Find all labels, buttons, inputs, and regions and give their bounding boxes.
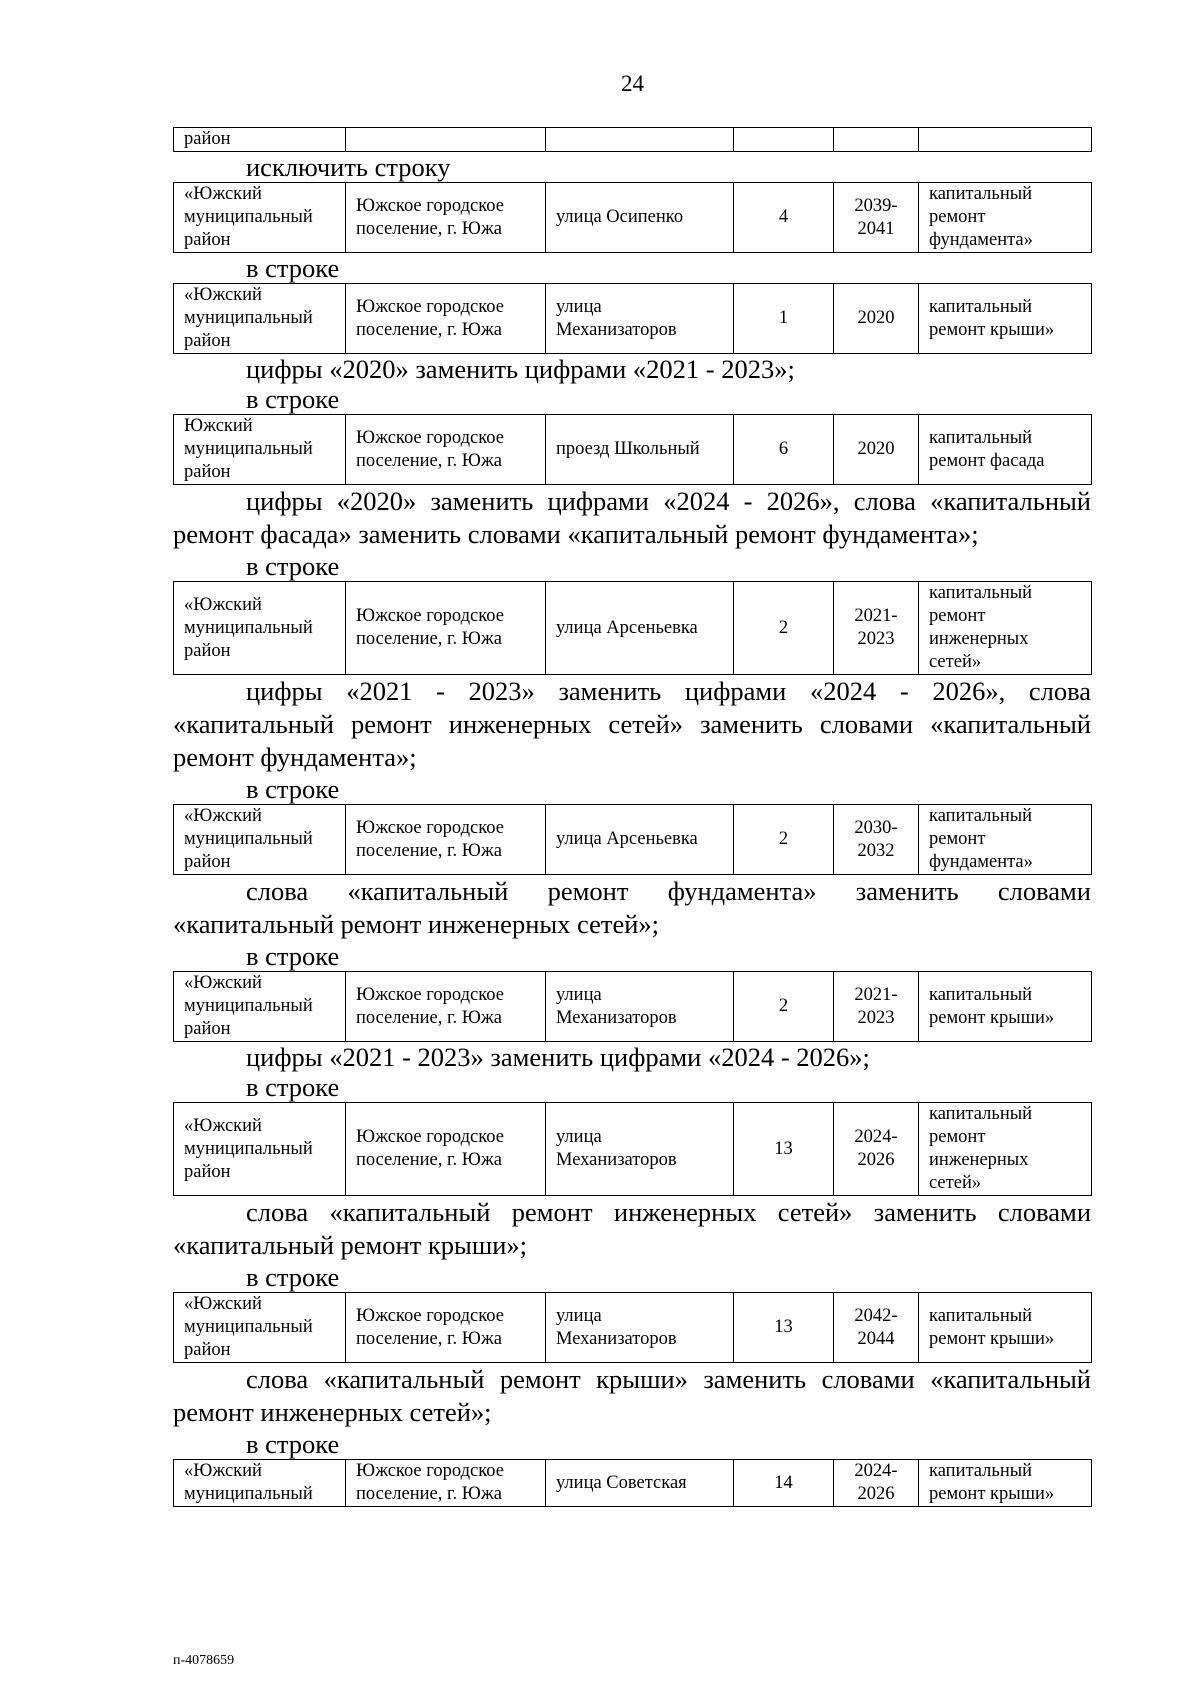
cell-line: 2020 [857, 439, 895, 459]
cell-house-number [734, 1103, 834, 1196]
cell-line: поселение, г. Южа [356, 1150, 502, 1170]
cell-line: капитальный [929, 184, 1033, 204]
cell-line: ремонт [929, 606, 986, 626]
cell-line: ремонт фасада [929, 450, 1045, 471]
amendment-paragraph: цифры «2020» заменить цифрами «2024 - 2026», слова «капитальный ремонт фасада» заменить словами «капитальный ремонт фундамента»; [173, 486, 1091, 549]
amendment-paragraph: цифры «2021 - 2023» заменить цифрами «2024 - 2026», слова «капитальный ремонт инженерных сетей» заменить словами «капитальный ремонт фундамента»; [173, 676, 1091, 772]
cell-work-type [919, 1460, 1092, 1507]
cell-district [174, 1460, 346, 1507]
cell-settlement [346, 1460, 546, 1507]
amendment-instruction: в строке [246, 551, 340, 581]
program-table-row [173, 971, 1092, 1042]
cell-street [546, 805, 734, 875]
cell-line: муниципальный [184, 439, 313, 459]
amendment-instruction: в строке [246, 1072, 340, 1102]
cell-house-number [734, 805, 834, 875]
cell-line: муниципальный [184, 617, 313, 638]
cell-line: 2021- [854, 606, 898, 626]
cell-work-type [919, 128, 1092, 152]
cell-line: 2024- [854, 1127, 898, 1147]
cell-street [546, 284, 734, 354]
cell-line: поселение, г. Южа [356, 1484, 502, 1504]
cell-line: 2 [778, 829, 789, 849]
amendment-paragraph: слова «капитальный ремонт фундамента» заменить словами «капитальный ремонт инженерных сетей»; [173, 876, 1091, 939]
cell-line: «Южский [184, 1461, 262, 1481]
cell-line: ремонт [929, 207, 986, 227]
cell-line: улица [556, 1305, 602, 1326]
amendment-instruction: в строке [246, 774, 340, 804]
amendment-instruction: в строке [246, 941, 340, 971]
cell-line: улица Арсеньевка [556, 829, 698, 849]
cell-line: 2023 [857, 629, 895, 649]
cell-line: «Южский [184, 1294, 262, 1314]
cell-line: фундамента» [929, 230, 1033, 250]
cell-line: «Южский [184, 184, 262, 204]
cell-line: 13 [774, 1317, 793, 1337]
cell-line: улица [556, 984, 602, 1005]
cell-line: 2 [778, 996, 789, 1016]
cell-settlement [346, 284, 546, 354]
cell-line: ремонт [929, 1127, 986, 1147]
cell-line: Южское городское [356, 296, 504, 317]
cell-line: поселение, г. Южа [356, 218, 502, 239]
cell-years [834, 1293, 919, 1363]
cell-line: муниципальный [184, 207, 313, 227]
cell-work-type [919, 1293, 1092, 1363]
cell-line: ремонт крыши» [929, 1007, 1055, 1028]
amendment-instruction: цифры «2021 - 2023» заменить цифрами «2024 - 2026»; [246, 1042, 870, 1072]
cell-street [546, 183, 734, 253]
cell-line: ремонт крыши» [929, 1328, 1055, 1349]
cell-line: фундамента» [929, 852, 1033, 872]
cell-line: капитальный [929, 806, 1033, 826]
amendment-paragraph: слова «капитальный ремонт инженерных сетей» заменить словами «капитальный ремонт крыши»; [173, 1197, 1091, 1260]
cell-line: ремонт [929, 829, 986, 849]
cell-street [546, 128, 734, 152]
cell-line: инженерных [929, 1150, 1029, 1170]
cell-line: ремонт крыши» [929, 1484, 1055, 1504]
cell-line: муниципальный [184, 308, 313, 328]
program-table-row [173, 283, 1092, 354]
program-table-row [173, 804, 1092, 875]
cell-settlement [346, 972, 546, 1042]
cell-line: капитальный [929, 984, 1033, 1005]
cell-line: район [184, 331, 231, 351]
cell-house-number [734, 415, 834, 485]
cell-line: муниципальный [184, 1484, 313, 1504]
cell-line: «Южский [184, 973, 262, 993]
cell-house-number [734, 284, 834, 354]
cell-years [834, 415, 919, 485]
cell-line: сетей» [929, 1173, 982, 1193]
cell-line: район [184, 129, 231, 149]
cell-settlement [346, 582, 546, 675]
cell-work-type [919, 972, 1092, 1042]
page-number: 24 [621, 71, 644, 96]
cell-line: Южское городское [356, 427, 504, 448]
cell-line: район [184, 1340, 231, 1360]
cell-settlement [346, 1103, 546, 1196]
cell-line: «Южский [184, 1115, 262, 1136]
cell-house-number [734, 972, 834, 1042]
cell-street [546, 415, 734, 485]
cell-line: Южское городское [356, 1461, 504, 1481]
cell-house-number [734, 1293, 834, 1363]
cell-line: муниципальный [184, 1317, 313, 1337]
cell-district [174, 284, 346, 354]
program-table-row [173, 127, 1092, 152]
cell-line: Механизаторов [556, 1328, 677, 1349]
cell-line: Южское городское [356, 1127, 504, 1147]
cell-line: Южский [184, 416, 253, 436]
cell-line: 2023 [857, 1007, 895, 1028]
cell-line: 2039- [854, 195, 898, 216]
cell-years [834, 183, 919, 253]
cell-line: Механизаторов [556, 1007, 677, 1028]
cell-line: Южское городское [356, 195, 504, 216]
cell-line: капитальный [929, 427, 1033, 448]
amendment-instruction: в строке [246, 253, 340, 283]
cell-line: 2032 [857, 840, 895, 861]
cell-work-type [919, 582, 1092, 675]
cell-line: район [184, 640, 231, 661]
cell-work-type [919, 1103, 1092, 1196]
cell-line: 2021- [854, 984, 898, 1005]
cell-line: капитальный [929, 1104, 1033, 1124]
cell-line: Механизаторов [556, 319, 677, 340]
cell-line: 1 [778, 308, 789, 328]
cell-years [834, 1103, 919, 1196]
cell-line: район [184, 1019, 231, 1039]
cell-district [174, 183, 346, 253]
cell-house-number [734, 128, 834, 152]
cell-line: Южское городское [356, 984, 504, 1005]
document-body [173, 127, 1091, 1507]
cell-line: «Южский [184, 285, 262, 305]
cell-line: район [184, 230, 231, 250]
cell-street [546, 1460, 734, 1507]
cell-settlement [346, 415, 546, 485]
cell-district [174, 1103, 346, 1196]
cell-district [174, 972, 346, 1042]
cell-years [834, 128, 919, 152]
cell-district [174, 582, 346, 675]
cell-district [174, 415, 346, 485]
cell-line: ремонт крыши» [929, 319, 1055, 340]
cell-years [834, 582, 919, 675]
cell-years [834, 284, 919, 354]
cell-line: инженерных [929, 629, 1029, 649]
program-table-row [173, 1102, 1092, 1196]
cell-line: 2026 [857, 1150, 895, 1170]
cell-line: 2042- [854, 1305, 898, 1326]
cell-line: 2030- [854, 817, 898, 838]
document-code: п-4078659 [173, 1653, 235, 1668]
cell-line: проезд Школьный [556, 439, 700, 459]
cell-line: муниципальный [184, 996, 313, 1016]
cell-district [174, 805, 346, 875]
cell-line: Механизаторов [556, 1150, 677, 1170]
cell-street [546, 1293, 734, 1363]
amendment-paragraph: слова «капитальный ремонт крыши» заменить словами «капитальный ремонт инженерных сетей»; [173, 1364, 1091, 1427]
cell-years [834, 805, 919, 875]
cell-line: поселение, г. Южа [356, 450, 502, 471]
program-table-row [173, 414, 1092, 485]
cell-district [174, 1293, 346, 1363]
cell-line: сетей» [929, 652, 982, 672]
cell-line: 14 [774, 1472, 793, 1493]
cell-line: 4 [778, 207, 789, 227]
cell-line: капитальный [929, 1305, 1033, 1326]
cell-line: поселение, г. Южа [356, 319, 502, 340]
cell-line: Южское городское [356, 1305, 504, 1326]
cell-line: улица Осипенко [556, 207, 684, 227]
amendment-instruction: в строке [246, 384, 340, 414]
cell-line: муниципальный [184, 1138, 313, 1159]
cell-line: 13 [774, 1138, 793, 1159]
cell-settlement [346, 183, 546, 253]
cell-line: 2041 [857, 218, 895, 239]
cell-district [174, 128, 346, 152]
cell-line: капитальный [929, 296, 1033, 317]
cell-settlement [346, 805, 546, 875]
cell-line: муниципальный [184, 829, 313, 849]
cell-settlement [346, 1293, 546, 1363]
cell-house-number [734, 1460, 834, 1507]
program-table-row [173, 182, 1092, 253]
cell-line: 2026 [857, 1484, 895, 1504]
cell-line: поселение, г. Южа [356, 629, 502, 649]
cell-line: поселение, г. Южа [356, 1007, 502, 1028]
cell-line: улица [556, 296, 602, 317]
cell-line: Южское городское [356, 606, 504, 626]
program-table-row [173, 581, 1092, 675]
cell-line: район [184, 852, 231, 872]
cell-house-number [734, 183, 834, 253]
cell-line: поселение, г. Южа [356, 840, 502, 861]
cell-line: 2024- [854, 1461, 898, 1481]
cell-line: Южское городское [356, 817, 504, 838]
cell-line: улица Арсеньевка [556, 617, 698, 638]
cell-line: «Южский [184, 806, 262, 826]
cell-work-type [919, 415, 1092, 485]
cell-line: 2044 [857, 1328, 895, 1349]
cell-line: капитальный [929, 1461, 1033, 1481]
cell-work-type [919, 805, 1092, 875]
cell-settlement [346, 128, 546, 152]
cell-line: поселение, г. Южа [356, 1328, 502, 1349]
amendment-instruction: в строке [246, 1429, 340, 1459]
cell-years [834, 972, 919, 1042]
cell-years [834, 1460, 919, 1507]
cell-line: 6 [778, 439, 789, 459]
cell-work-type [919, 284, 1092, 354]
cell-line: «Южский [184, 594, 262, 615]
cell-street [546, 1103, 734, 1196]
cell-line: район [184, 462, 231, 482]
amendment-instruction: цифры «2020» заменить цифрами «2021 - 2023»; [246, 354, 795, 384]
cell-line: капитальный [929, 583, 1033, 603]
program-table-row [173, 1292, 1092, 1363]
cell-line: 2020 [857, 308, 895, 328]
cell-line: улица [556, 1127, 602, 1147]
cell-house-number [734, 582, 834, 675]
amendment-instruction: исключить строку [246, 152, 451, 182]
program-table-row [173, 1459, 1092, 1507]
cell-street [546, 582, 734, 675]
cell-street [546, 972, 734, 1042]
cell-line: район [184, 1161, 231, 1182]
cell-line: улица Советская [556, 1472, 687, 1493]
cell-work-type [919, 183, 1092, 253]
cell-line: 2 [778, 617, 789, 638]
amendment-instruction: в строке [246, 1262, 340, 1292]
